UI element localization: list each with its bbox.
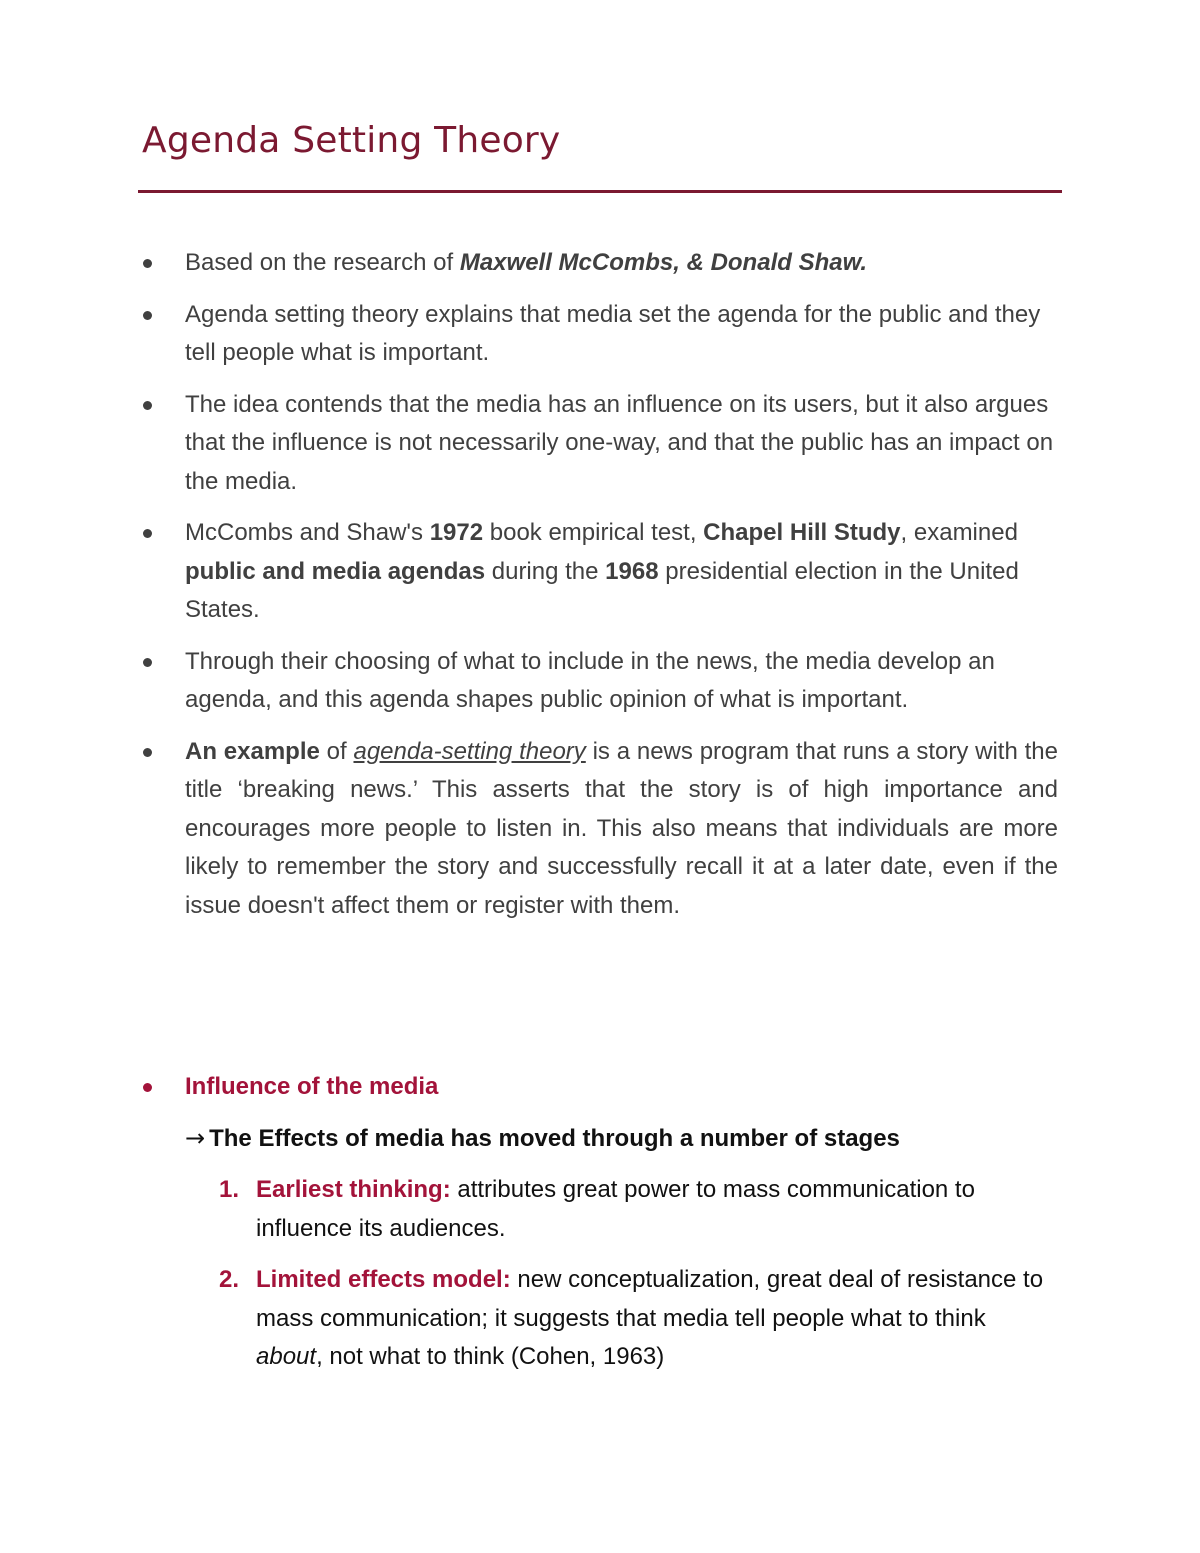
bullet-text: Agenda setting theory explains that media set the agenda for the public and they tell people what is important.: [185, 300, 1041, 366]
bullet-text: book empirical test,: [483, 519, 704, 546]
chapel-hill-study: Chapel Hill Study: [703, 519, 901, 546]
researchers-names: Maxwell McCombs, & Donald Shaw.: [459, 249, 868, 276]
page-title: Agenda Setting Theory: [142, 120, 561, 161]
bullet-text: , examined: [900, 519, 1018, 546]
year-1968: 1968: [605, 557, 659, 585]
bullet-text: of: [319, 737, 354, 765]
list-item: [0, 643, 1058, 720]
stage-emphasis: about: [256, 1343, 317, 1370]
example-lead: An example: [185, 737, 320, 765]
bullet-icon: [143, 529, 152, 538]
bullet-icon: [143, 311, 152, 320]
influence-section: [0, 1068, 1200, 1390]
list-number: 1.: [219, 1176, 240, 1203]
list-number: 2.: [219, 1266, 240, 1293]
bullet-text: The idea contends that the media has an influence on its users, but it also argues that the influence is not necessarily one-way, and that the public has an impact on the media.: [185, 390, 1054, 495]
bullet-text: Through their choosing of what to include in the news, the media develop an agenda, and this agenda shapes public opinion of what is important.: [185, 647, 995, 713]
list-item: [0, 296, 1058, 373]
subheading: [0, 1119, 1200, 1158]
bullet-text: McCombs and Shaw's: [185, 519, 430, 546]
bullet-icon: [143, 658, 152, 667]
subheading-text: The Effects of media has moved through a number of stages: [209, 1125, 900, 1152]
bullet-icon: [143, 401, 152, 410]
bullet-list: [0, 244, 1200, 938]
right-arrow-icon: →: [185, 1124, 206, 1152]
section-heading: [0, 1068, 1200, 1106]
stage-term: Limited effects model:: [256, 1266, 511, 1293]
year-1972: 1972: [429, 519, 484, 546]
list-item: [0, 1261, 1046, 1377]
stage-text: attributes great power to mass communication to influence its audiences.: [256, 1176, 975, 1242]
section-heading-text: Influence of the media: [185, 1073, 439, 1100]
stage-term: Earliest thinking:: [256, 1176, 451, 1203]
bullet-icon: [143, 1083, 152, 1092]
stage-text: new conceptualization, great deal of resistance to mass communication; it suggests that media tell people what to think: [256, 1266, 1044, 1332]
public-media-agendas: public and media agendas: [185, 557, 486, 585]
bullet-text: presidential election in the United States.: [185, 557, 1019, 623]
bullet-text: is a news program that runs a story with the title ‘breaking news.’ This asserts that the story is of high importance and encourages more people to listen in. This also means that individuals are more likely to remember the story and successfully recall it at a later date, even if the issue doesn't affect them or register with them.: [185, 737, 1058, 919]
title-divider: [138, 190, 1062, 193]
stages-list: [0, 1171, 1200, 1377]
bullet-icon: [143, 748, 152, 757]
list-item: [0, 733, 1058, 926]
list-item: [0, 244, 1058, 283]
list-item: [0, 386, 1058, 502]
bullet-text: Based on the research of: [185, 249, 460, 276]
stage-text: , not what to think (Cohen, 1963): [316, 1343, 665, 1370]
agenda-setting-link[interactable]: agenda-setting theory: [353, 737, 586, 765]
list-item: [0, 514, 1058, 630]
bullet-icon: [143, 259, 152, 268]
bullet-text: during the: [485, 557, 606, 585]
list-item: [0, 1171, 1046, 1248]
